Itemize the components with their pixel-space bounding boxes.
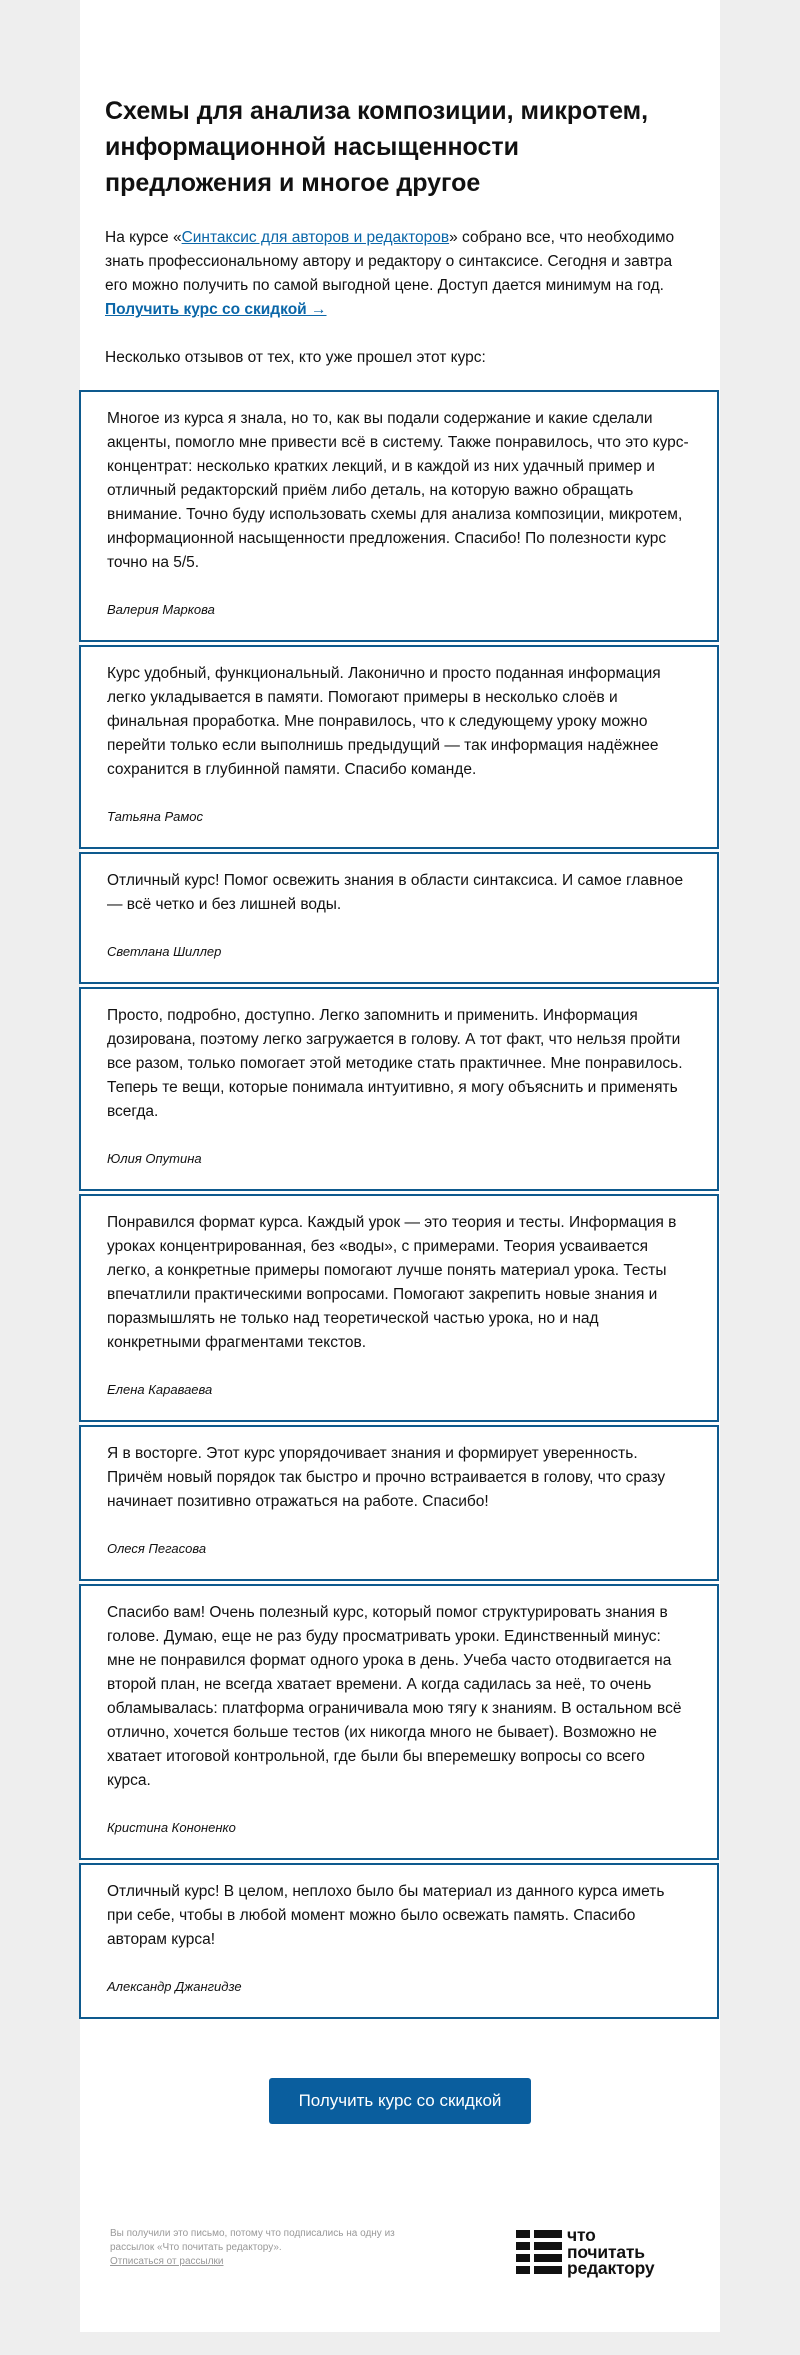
unsubscribe-link[interactable]: Отписаться от рассылки	[110, 2256, 224, 2267]
review-author: Кристина Кононенко	[107, 1820, 236, 1835]
logo-line-3: редактору	[567, 2258, 655, 2278]
review-author: Валерия Маркова	[107, 602, 215, 617]
logo-wordmark	[567, 2227, 654, 2277]
review-card	[79, 1425, 719, 1581]
review-text: Отличный курс! В целом, неплохо было бы материал из данного курса иметь при себе, чтобы в любой момент можно было освежать память. Спасибо авторам курса!	[107, 1883, 665, 1948]
brand-logo	[516, 2225, 696, 2278]
page-title: Схемы для анализа композиции, микротем, информационной насыщенности предложения и многое другое	[105, 97, 649, 197]
review-card	[79, 1194, 719, 1422]
review-author: Олеся Пегасова	[107, 1541, 207, 1556]
intro-text-after: » собрано все, что необходимо знать профессиональному автору и редактору о синтаксисе. Сегодня и завтра его можно получить по самой выгодной цене. Доступ дается минимум на год.	[105, 229, 675, 294]
discount-link[interactable]: Получить курс со скидкой →	[105, 301, 327, 318]
cta-section	[80, 2078, 720, 2124]
review-author: Юлия Опутина	[107, 1151, 202, 1166]
review-text: Многое из курса я знала, но то, как вы подали содержание и какие сделали акценты, помогло мне привести всё в систему. Также понравилось, что это курс-концентрат: несколько кратких лекций, и в каждой из них удачный пример и отличный редакторский приём либо деталь, на которую важно обращать внимание. Точно буду использовать схемы для анализа композиции, микротем, информационной насыщенности предложения. Спасибо! По полезности курс точно на 5/5.	[107, 410, 689, 571]
logo-bars-icon	[516, 2230, 562, 2274]
subscription-note: Вы получили это письмо, потому что подписались на одну из рассылок «Что почитать редактору».	[110, 2228, 395, 2253]
email-content	[105, 93, 689, 1994]
reviews-intro: Несколько отзывов от тех, кто уже прошел этот курс:	[105, 349, 486, 366]
review-author: Татьяна Рамос	[107, 809, 204, 824]
get-course-button[interactable]: Получить курс со скидкой	[269, 2078, 531, 2124]
intro-text-before: На курсе «	[105, 229, 182, 246]
review-card	[79, 390, 719, 642]
review-text: Курс удобный, функциональный. Лаконично и просто поданная информация легко укладывается в памяти. Помогают примеры в несколько слоёв и финальная проработка. Мне понравилось, что к следующему уроку можно перейти только если выполнишь предыдущий — так информация надёжнее сохранится в глубинной памяти. Спасибо команде.	[107, 665, 661, 778]
review-author: Александр Джангидзе	[107, 1979, 242, 1994]
review-text: Я в восторге. Этот курс упорядочивает знания и формирует уверенность. Причём новый порядок так быстро и прочно встраивается в голову, что сразу начинает позитивно отражаться на работе. Спасибо!	[107, 1445, 666, 1510]
email-sheet	[80, 0, 720, 2332]
footer-note	[110, 2227, 410, 2269]
logo-line-1: что	[567, 2225, 596, 2245]
review-author: Елена Караваева	[107, 1382, 213, 1397]
review-card	[79, 1863, 719, 2019]
review-card	[79, 987, 719, 1191]
intro-paragraph	[105, 226, 680, 322]
review-text: Просто, подробно, доступно. Легко запомнить и применить. Информация дозирована, поэтому легко загружается в голову. А тот факт, что нельзя пройти все разом, только помогает этой методике стать практичнее. Мне понравилось. Теперь те вещи, которые понимала интуитивно, я могу объяснить и применять всегда.	[107, 1007, 683, 1120]
review-card	[79, 852, 719, 984]
review-card	[79, 1584, 719, 1860]
course-link[interactable]: Синтаксис для авторов и редакторов	[181, 229, 450, 246]
review-text: Понравился формат курса. Каждый урок — это теория и тесты. Информация в уроках концентрированная, без «воды», с примерами. Теория усваивается легко, а конкретные примеры помогают лучше понять материал урока. Тесты впечатлили практическими вопросами. Помогают закрепить новые знания и поразмышлять не только над теоретической частью урока, но и над конкретными фрагментами текстов.	[107, 1214, 677, 1351]
review-text: Спасибо вам! Очень полезный курс, который помог структурировать знания в голове. Думаю, еще не раз буду просматривать уроки. Единственный минус: мне не понравился формат одного урока в день. Учеба часто отодвигается на второй план, не всегда хватает времени. А когда садилась за неё, то очень обламывалась: платформа ограничивала мою тягу к знаниям. В остальном всё отлично, хочется больше тестов (их никогда много не бывает). Возможно не хватает итоговой контрольной, где были бы вперемешку вопросы со всего курса.	[107, 1604, 682, 1789]
logo-line-2: почитать	[567, 2241, 645, 2262]
review-card	[79, 645, 719, 849]
reviews-list	[79, 390, 719, 2022]
review-text: Отличный курс! Помог освежить знания в области синтаксиса. И самое главное — всё четко и без лишней воды.	[107, 872, 684, 913]
review-author: Светлана Шиллер	[107, 944, 222, 959]
